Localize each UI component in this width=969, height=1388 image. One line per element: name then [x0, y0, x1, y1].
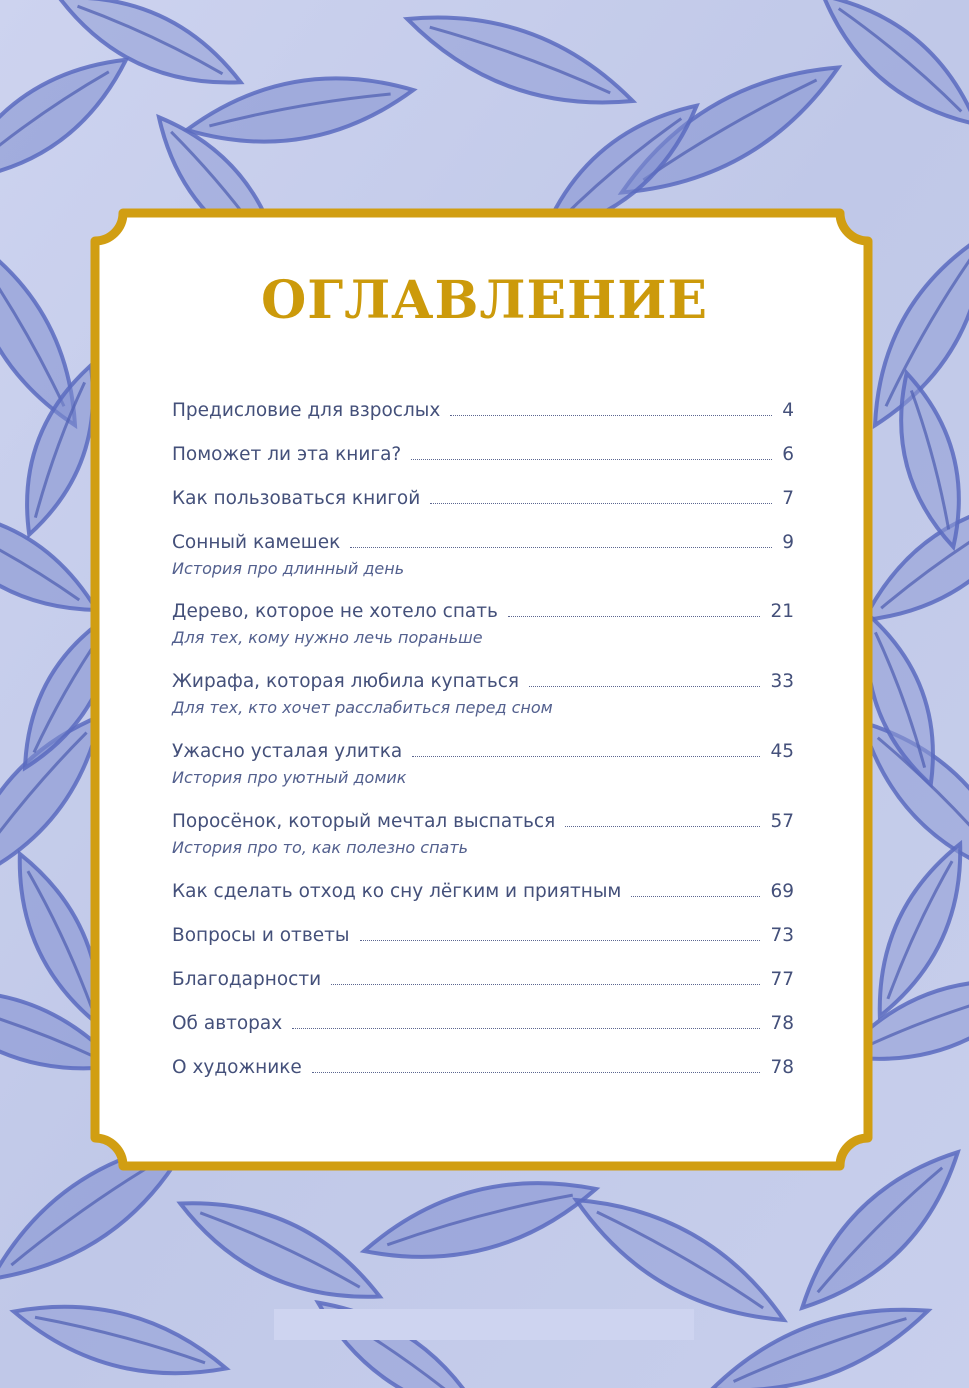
- toc-entry-line: [172, 881, 794, 913]
- toc-leader-dots: [430, 499, 772, 504]
- toc-entry-subtitle: История про длинный день: [172, 559, 405, 578]
- toc-entry-title: Благодарности: [172, 969, 322, 990]
- toc-page-number: 6: [782, 444, 794, 465]
- toc-entry-title: Ужасно усталая улитка: [172, 741, 403, 762]
- toc-leader-dots: [411, 455, 772, 460]
- page-title: ОГЛАВЛЕНИЕ: [261, 270, 708, 331]
- toc-entry-title: Поросёнок, который мечтал выспаться: [172, 811, 556, 832]
- toc-leader-dots: [565, 822, 760, 827]
- toc-entry-title: Об авторах: [172, 1013, 283, 1034]
- toc-entry-subtitle: Для тех, кому нужно лечь пораньше: [172, 628, 483, 647]
- toc-leader-dots: [412, 752, 760, 757]
- toc-entry-subtitle: Для тех, кто хочет расслабиться перед сном: [172, 698, 553, 717]
- toc-entry-line: [172, 969, 794, 1001]
- toc-leader-dots: [292, 1024, 760, 1029]
- toc-page-number: 73: [770, 925, 794, 946]
- toc-entry-line: [172, 1057, 794, 1089]
- toc-page-number: 4: [782, 400, 794, 421]
- toc-entry-line: [172, 488, 794, 520]
- toc-entry-title: Предисловие для взрослых: [172, 400, 441, 421]
- toc-entry[interactable]: [172, 400, 794, 432]
- footer-bar: [274, 1309, 694, 1340]
- toc-entry-title: Сонный камешек: [172, 532, 341, 553]
- toc-entry[interactable]: [172, 811, 794, 857]
- toc-page-number: 9: [782, 532, 794, 553]
- toc-entry-title: Как пользоваться книгой: [172, 488, 421, 509]
- toc-entry[interactable]: [172, 671, 794, 717]
- toc-entry-title: Поможет ли эта книга?: [172, 444, 402, 465]
- toc-entry-line: [172, 400, 794, 432]
- toc-entry[interactable]: [172, 1013, 794, 1045]
- toc-entry-title: Как сделать отход ко сну лёгким и приятным: [172, 881, 622, 902]
- toc-entry[interactable]: [172, 488, 794, 520]
- toc-entry-subtitle: История про то, как полезно спать: [172, 838, 469, 857]
- toc-page-number: 33: [770, 671, 794, 692]
- toc-page-number: 21: [770, 601, 794, 622]
- toc-leader-dots: [450, 411, 772, 416]
- toc-leader-dots: [350, 543, 772, 548]
- toc-entry[interactable]: [172, 444, 794, 476]
- toc-entry-line: [172, 444, 794, 476]
- toc-page-number: 77: [770, 969, 794, 990]
- toc-leader-dots: [331, 980, 760, 985]
- toc-entry-title: Дерево, которое не хотело спать: [172, 601, 498, 622]
- toc-entry[interactable]: [172, 969, 794, 1001]
- toc-entry-title: Жирафа, которая любила купаться: [172, 671, 520, 692]
- toc-leader-dots: [360, 936, 761, 941]
- toc-entry-subtitle: История про уютный домик: [172, 768, 407, 787]
- toc-page-number: 78: [770, 1013, 794, 1034]
- toc-entry[interactable]: [172, 925, 794, 957]
- toc-entry[interactable]: [172, 601, 794, 647]
- toc-leader-dots: [529, 682, 760, 687]
- toc-page-number: 69: [770, 881, 794, 902]
- toc-entry[interactable]: [172, 1057, 794, 1089]
- toc-entry-title: О художнике: [172, 1057, 302, 1078]
- toc-leader-dots: [631, 892, 760, 897]
- toc-page-number: 78: [770, 1057, 794, 1078]
- toc-entry[interactable]: [172, 741, 794, 787]
- toc-page-number: 57: [770, 811, 794, 832]
- toc-leader-dots: [312, 1068, 761, 1073]
- toc-leader-dots: [508, 612, 761, 617]
- toc-entry-title: Вопросы и ответы: [172, 925, 350, 946]
- toc-entry[interactable]: [172, 881, 794, 913]
- toc-entry[interactable]: [172, 532, 794, 578]
- toc-page-number: 45: [770, 741, 794, 762]
- toc-page-number: 7: [782, 488, 794, 509]
- toc-entry-line: [172, 925, 794, 957]
- toc-entry-line: [172, 1013, 794, 1045]
